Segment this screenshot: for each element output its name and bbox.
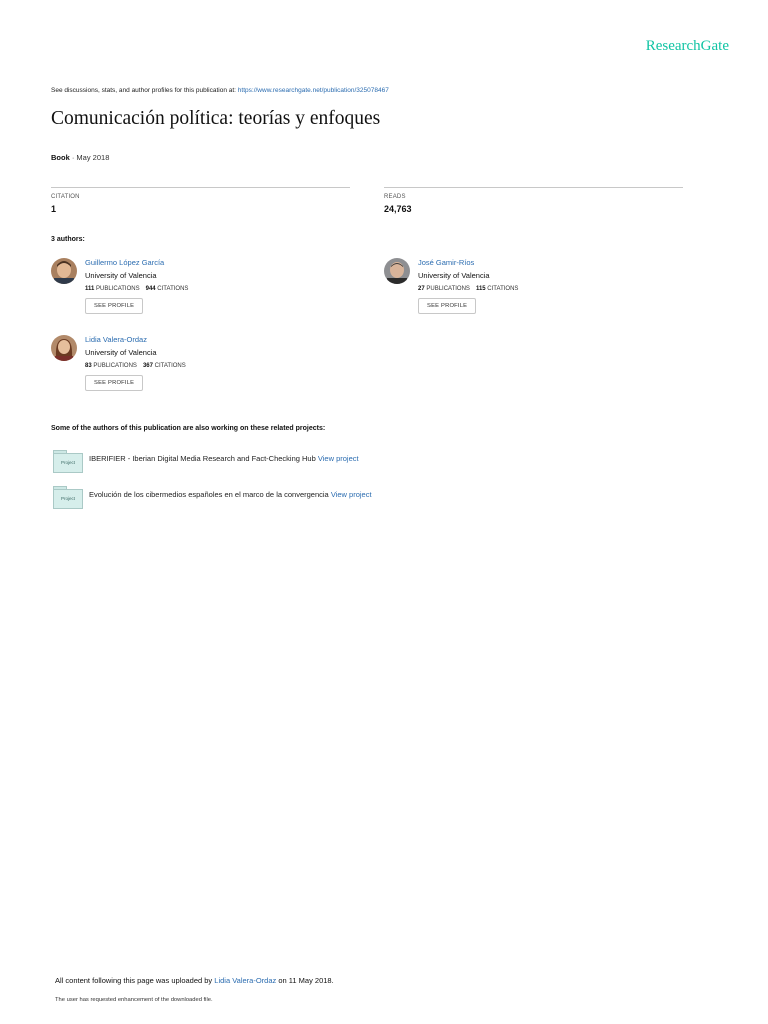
author-card bbox=[51, 335, 341, 403]
citations-count: 944 bbox=[145, 286, 156, 292]
author-name-link[interactable]: José Gamir-Ríos bbox=[418, 258, 475, 267]
citations-count: 367 bbox=[142, 363, 153, 369]
citation-label: CITATION bbox=[51, 194, 80, 200]
avatar-icon[interactable] bbox=[51, 258, 77, 284]
publication-meta bbox=[51, 153, 109, 162]
author-card bbox=[51, 258, 341, 326]
view-project-link[interactable]: View project bbox=[317, 454, 359, 463]
see-profile-button[interactable]: SEE PROFILE bbox=[85, 298, 143, 314]
reads-label: READS bbox=[384, 194, 406, 200]
upload-suffix: on 11 May 2018. bbox=[276, 976, 334, 985]
authors-heading: 3 authors: bbox=[51, 236, 85, 243]
avatar-icon[interactable] bbox=[384, 258, 410, 284]
publications-count: 27 bbox=[418, 286, 425, 292]
project-icon-label: Project bbox=[53, 453, 83, 473]
project-text bbox=[89, 454, 359, 463]
author-stats bbox=[85, 363, 186, 369]
citation-value: 1 bbox=[51, 204, 57, 214]
enhancement-note: The user has requested enhancement of the downloaded file. bbox=[55, 997, 213, 1003]
discussion-prefix: See discussions, stats, and author profiles for this publication at: bbox=[51, 87, 238, 94]
project-text bbox=[89, 490, 372, 499]
see-profile-button[interactable]: SEE PROFILE bbox=[85, 375, 143, 391]
reads-value: 24,763 bbox=[384, 204, 412, 214]
uploader-link[interactable]: Lidia Valera-Ordaz bbox=[214, 976, 277, 985]
publication-date: May 2018 bbox=[76, 153, 110, 162]
author-stats bbox=[85, 286, 188, 292]
author-institution: University of Valencia bbox=[418, 271, 490, 280]
publications-count: 111 bbox=[85, 286, 95, 292]
citations-label: CITATIONS bbox=[487, 286, 519, 292]
publications-label: PUBLICATIONS bbox=[96, 286, 140, 292]
author-stats bbox=[418, 286, 518, 292]
author-name-link[interactable]: Guillermo López García bbox=[85, 258, 165, 267]
author-institution: University of Valencia bbox=[85, 271, 157, 280]
publication-url-link[interactable]: https://www.researchgate.net/publication/325078467 bbox=[237, 87, 389, 94]
project-item bbox=[53, 450, 473, 474]
publications-count: 83 bbox=[85, 363, 92, 369]
project-title: IBERIFIER - Iberian Digital Media Research and Fact-Checking Hub bbox=[89, 454, 316, 463]
citations-label: CITATIONS bbox=[154, 363, 186, 369]
projects-heading: Some of the authors of this publication are also working on these related projects: bbox=[51, 425, 326, 432]
author-card bbox=[384, 258, 674, 326]
project-icon-label: Project bbox=[53, 489, 83, 509]
see-profile-button[interactable]: SEE PROFILE bbox=[418, 298, 476, 314]
author-name-link[interactable]: Lidia Valera-Ordaz bbox=[85, 335, 147, 344]
publication-title: Comunicación política: teorías y enfoques bbox=[51, 108, 381, 129]
author-institution: University of Valencia bbox=[85, 348, 157, 357]
publications-label: PUBLICATIONS bbox=[93, 363, 137, 369]
citations-label: CITATIONS bbox=[157, 286, 189, 292]
folder-icon bbox=[53, 450, 83, 472]
discussion-line bbox=[51, 87, 389, 94]
upload-notice bbox=[55, 976, 334, 985]
publication-type: Book bbox=[51, 153, 70, 162]
publications-label: PUBLICATIONS bbox=[426, 286, 470, 292]
reads-stat bbox=[384, 187, 683, 214]
citations-count: 115 bbox=[475, 286, 486, 292]
citation-stat bbox=[51, 187, 350, 214]
upload-prefix: All content following this page was uploaded by bbox=[55, 976, 215, 985]
folder-icon bbox=[53, 486, 83, 508]
project-item bbox=[53, 486, 473, 510]
avatar-icon[interactable] bbox=[51, 335, 77, 361]
researchgate-logo[interactable]: ResearchGate bbox=[645, 38, 729, 54]
view-project-link[interactable]: View project bbox=[330, 490, 372, 499]
project-title: Evolución de los cibermedios españoles en el marco de la convergencia bbox=[89, 490, 329, 499]
meta-separator: · bbox=[69, 153, 77, 162]
